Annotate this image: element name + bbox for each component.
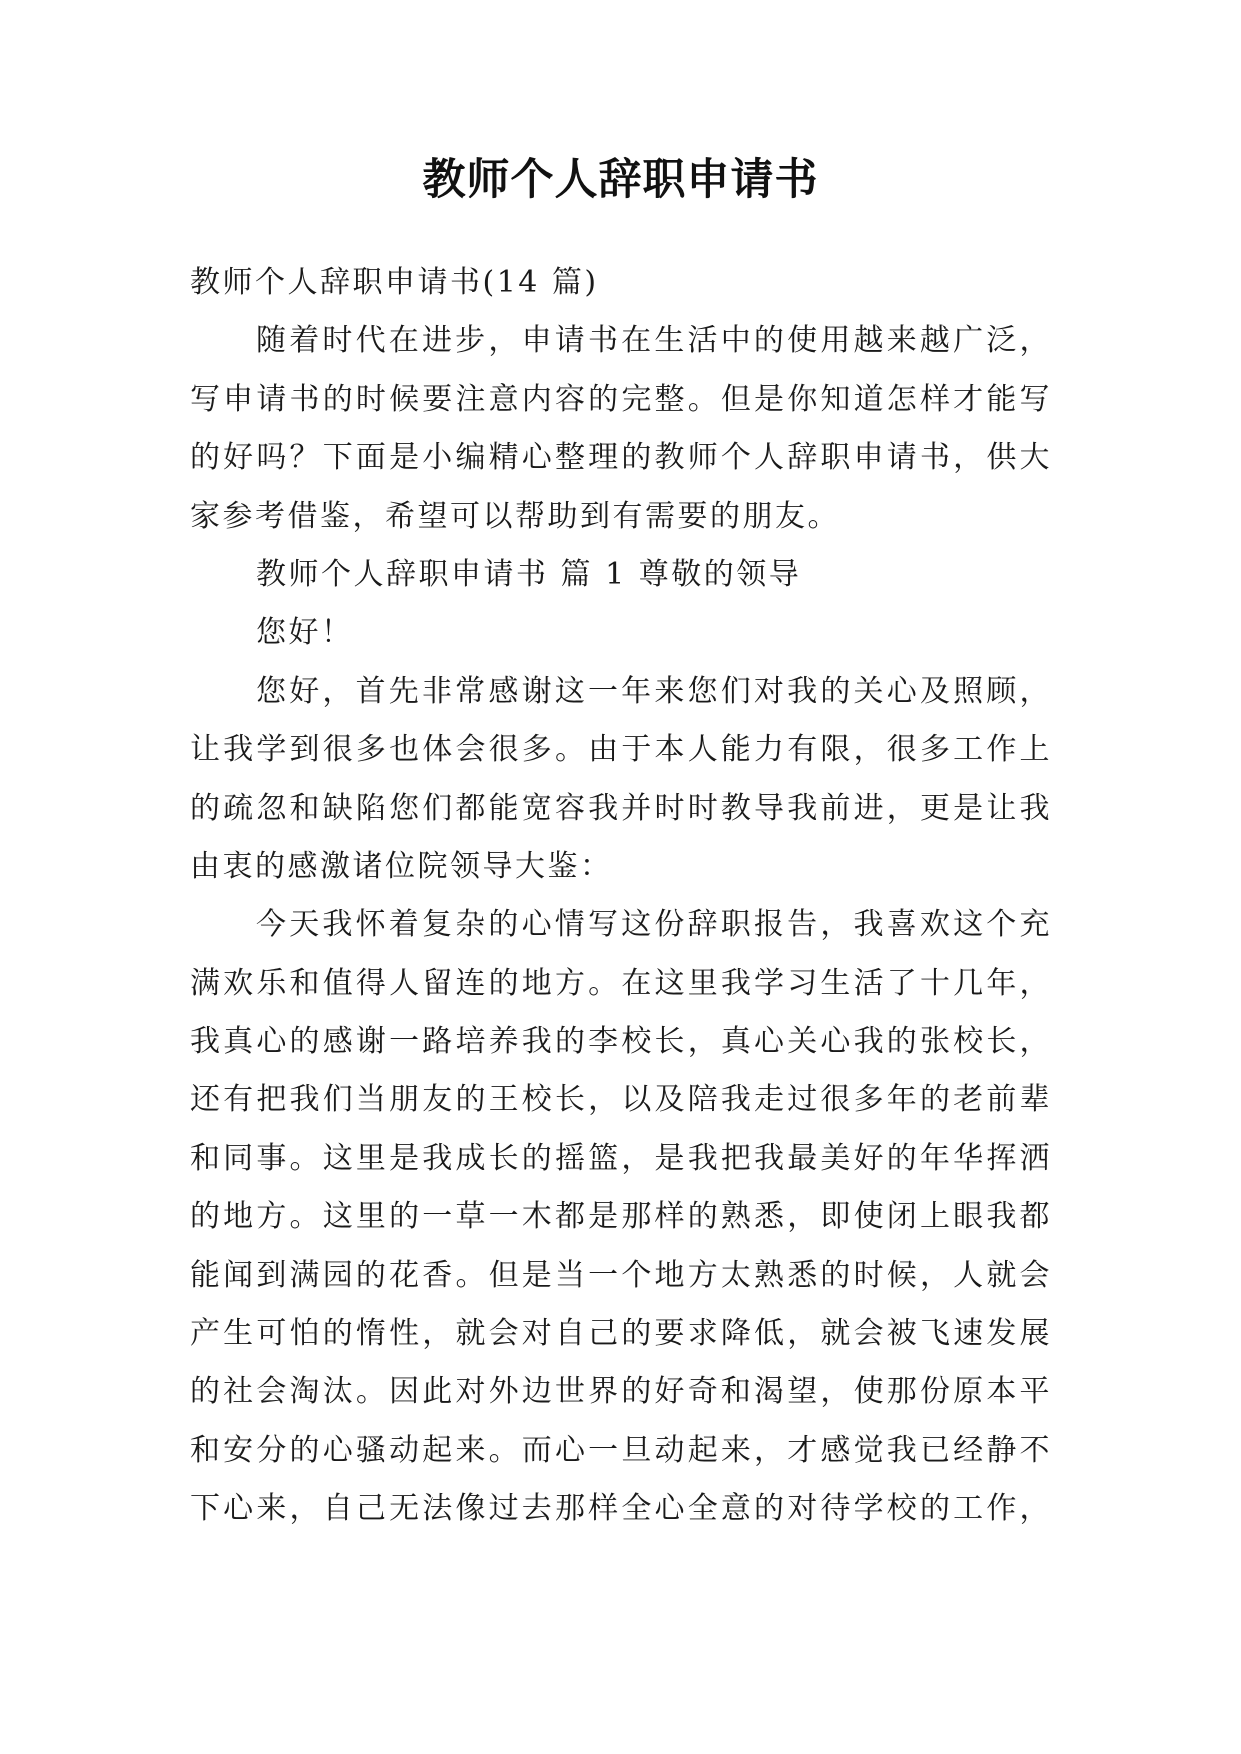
subtitle-line: 教师个人辞职申请书(14 篇) — [190, 265, 599, 300]
paragraph-line: 我真心的感谢一路培养我的李校长，真心关心我的张校长， — [190, 1024, 1052, 1060]
paragraph-line: 今天我怀着复杂的心情写这份辞职报告，我喜欢这个充 — [256, 907, 1052, 943]
paragraph-line: 和安分的心骚动起来。而心一旦动起来，才感觉我已经静不 — [190, 1432, 1052, 1468]
paragraph-line: 您好，首先非常感谢这一年来您们对我的关心及照顾， — [256, 673, 1052, 709]
paragraph-line: 产生可怕的惰性，就会对自己的要求降低，就会被飞速发展 — [190, 1316, 1052, 1352]
paragraph-line: 由衷的感激诸位院领导大鉴： — [190, 848, 613, 884]
paragraph-line: 的疏忽和缺陷您们都能宽容我并时时教导我前进，更是让我 — [190, 790, 1052, 826]
paragraph-line: 让我学到很多也体会很多。由于本人能力有限，很多工作上 — [190, 732, 1052, 768]
paragraph-line: 还有把我们当朋友的王校长，以及陪我走过很多年的老前辈 — [190, 1082, 1052, 1118]
paragraph-line: 和同事。这里是我成长的摇篮，是我把我最美好的年华挥洒 — [190, 1140, 1052, 1176]
paragraph-line: 家参考借鉴，希望可以帮助到有需要的朋友。 — [190, 498, 840, 534]
greeting-line: 您好！ — [256, 615, 354, 651]
paragraph-line: 随着时代在进步，申请书在生活中的使用越来越广泛， — [256, 323, 1052, 359]
paragraph-line: 写申请书的时候要注意内容的完整。但是你知道怎样才能写 — [190, 381, 1052, 417]
paragraph-line: 的地方。这里的一草一木都是那样的熟悉，即使闭上眼我都 — [190, 1199, 1052, 1235]
paragraph-line: 的好吗？下面是小编精心整理的教师个人辞职申请书，供大 — [190, 440, 1052, 476]
section-heading-line: 教师个人辞职申请书 篇 1 尊敬的领导 — [256, 556, 802, 592]
document-body — [190, 254, 1052, 1539]
document-title: 教师个人辞职申请书 — [422, 155, 819, 205]
paragraph-line: 能闻到满园的花香。但是当一个地方太熟悉的时候，人就会 — [190, 1257, 1052, 1293]
paragraph-line: 的社会淘汰。因此对外边世界的好奇和渴望，使那份原本平 — [190, 1374, 1052, 1410]
paragraph-line: 满欢乐和值得人留连的地方。在这里我学习生活了十几年， — [190, 965, 1052, 1001]
paragraph-line: 下心来，自己无法像过去那样全心全意的对待学校的工作， — [190, 1491, 1052, 1527]
